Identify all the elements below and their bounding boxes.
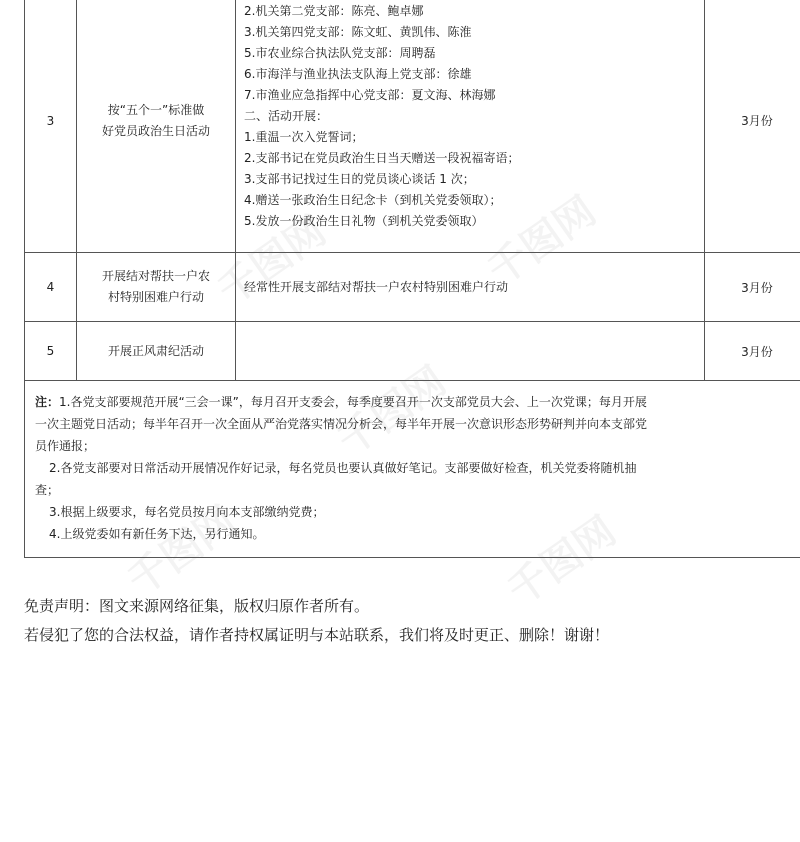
- note-line: 4.上级党委如有新任务下达，另行通知。: [49, 527, 265, 541]
- note-line: 员作通报；: [35, 439, 96, 453]
- time-cell: 3月份: [705, 322, 800, 381]
- content-line: 2.支部书记在党员政治生日当天赠送一段祝福寄语；: [244, 151, 520, 165]
- notes-row: [25, 381, 800, 558]
- time-cell: 3月份: [705, 0, 800, 253]
- note-text: 1.各党支部要规范开展“三会一课”，每月召开支委会，每季度要召开一次支部党员大会、上一次党课；每月开展: [59, 395, 647, 409]
- row-number: 4: [25, 253, 77, 322]
- task-cell: [77, 322, 236, 381]
- disclaimer-line: 若侵犯了您的合法权益，请作者持权属证明与本站联系，我们将及时更正、删除！谢谢！: [24, 626, 610, 644]
- content-line: 5.市农业综合执法队党支部：周聘磊: [244, 46, 436, 60]
- content-line: 经常性开展支部结对帮扶一户农村特别困难户行动: [244, 279, 509, 294]
- notes-cell: [25, 381, 800, 558]
- task-line: 开展结对帮扶一户农: [101, 269, 210, 283]
- content-line: 3.机关第四党支部：陈文虹、黄凯伟、陈淮: [244, 25, 472, 39]
- table-row: [25, 253, 800, 322]
- content-cell: [236, 0, 705, 253]
- time-cell: 3月份: [705, 253, 800, 322]
- content-line: 5.发放一份政治生日礼物（到机关党委领取）: [244, 214, 484, 228]
- content-cell: [236, 253, 705, 322]
- content-line: 二、活动开展：: [244, 109, 329, 123]
- content-line: 1.重温一次入党誓词；: [244, 130, 364, 144]
- content-line: 7.市渔业应急指挥中心党支部：夏文海、林海娜: [244, 88, 496, 102]
- content-line: 6.市海洋与渔业执法支队海上党支部：徐雄: [244, 67, 472, 81]
- task-line: 开展正风肃纪活动: [107, 343, 204, 358]
- row-number: 5: [25, 322, 77, 381]
- task-line: 按“五个一”标准做: [107, 102, 205, 117]
- disclaimer: [24, 592, 609, 650]
- table-row: [25, 322, 800, 381]
- activity-plan-table: [24, 0, 800, 558]
- note-line: 一次主题党日活动；每半年召开一次全面从严治党落实情况分析会，每半年开展一次意识形态形势研判并向本支部党: [35, 417, 648, 431]
- content-line: 4.赠送一张政治生日纪念卡（到机关党委领取）；: [244, 193, 502, 207]
- disclaimer-line: 免责声明：图文来源网络征集，版权归原作者所有。: [24, 597, 370, 615]
- table-row: [25, 0, 800, 253]
- row-number: 3: [25, 0, 77, 253]
- note-line: 2.各党支部要对日常活动开展情况作好记录，每名党员也要认真做好笔记。支部要做好检查，机关党委将随机抽: [49, 461, 637, 475]
- notes-label: 注：: [35, 395, 60, 409]
- note-line: 3.根据上级要求，每名党员按月向本支部缴纳党费；: [49, 505, 325, 519]
- content-line: 2.机关第二党支部：陈亮、鲍卓娜: [244, 4, 424, 18]
- task-cell: [77, 253, 236, 322]
- task-line: 村特别困难户行动: [107, 290, 204, 304]
- note-line: [35, 391, 799, 413]
- content-cell: [236, 322, 705, 381]
- task-cell: [77, 0, 236, 253]
- note-line: 查；: [35, 483, 60, 497]
- task-line: 好党员政治生日活动: [101, 123, 210, 138]
- content-line: 3.支部书记找过生日的党员谈心谈话 1 次；: [244, 172, 475, 186]
